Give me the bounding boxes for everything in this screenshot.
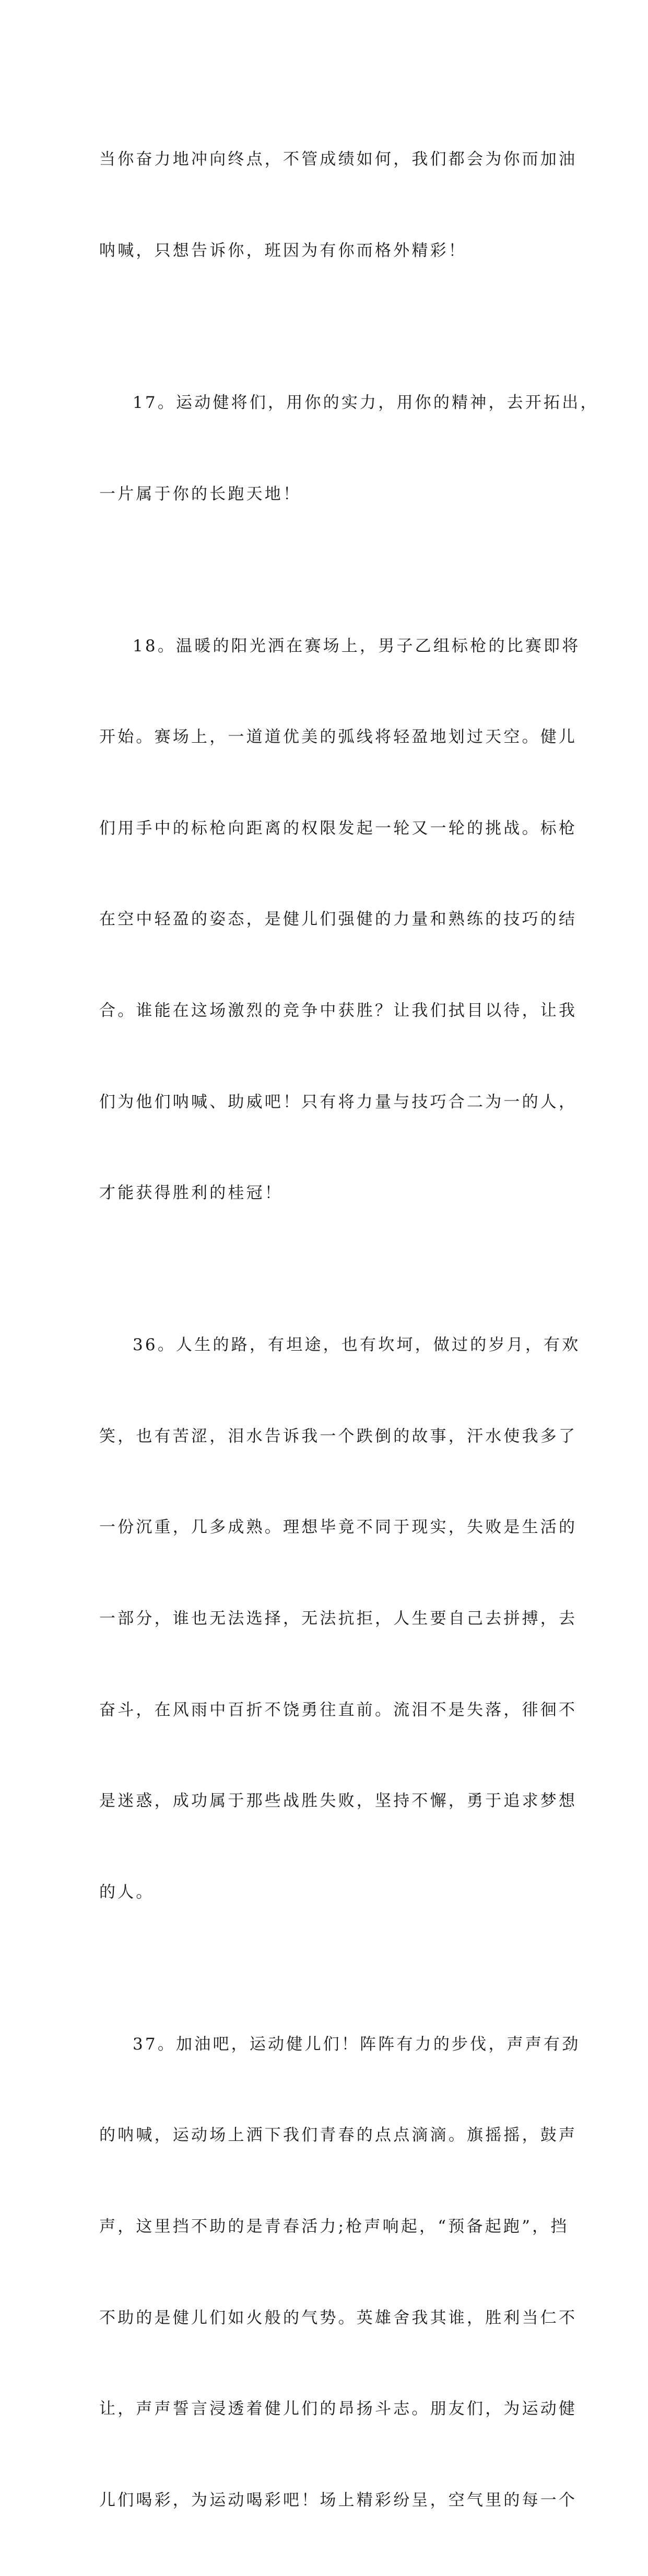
text-line: 呐喊，只想告诉你，班因为有你而格外精彩！ <box>99 241 467 260</box>
text-line: 的人。 <box>99 1882 155 1902</box>
paragraph-37 <box>99 1968 581 2576</box>
text-line: 当你奋力地冲向终点，不管成绩如何，我们都会为你而加油 <box>99 150 578 169</box>
text-line: 声，这里挡不助的是青春活力;枪声响起，“预备起跑”，挡 <box>99 2217 569 2236</box>
text-line: 在空中轻盈的姿态，是健儿们强健的力量和熟练的技巧的结 <box>99 910 578 929</box>
text-line: 奋斗，在风雨中百折不饶勇往直前。流泪不是失落，徘徊不 <box>99 1700 578 1719</box>
text-line: 的呐喊，运动场上洒下我们青春的点点滴滴。旗摇摇，鼓声 <box>99 2126 578 2145</box>
text-line: 们为他们呐喊、助威吧！只有将力量与技巧合二为一的人， <box>99 1092 578 1111</box>
paragraph-17 <box>99 327 599 570</box>
paragraph-18 <box>99 570 581 1269</box>
text-line: 一部分，谁也无法选择，无法抗拒，人生要自己去拼搏，去 <box>99 1609 578 1628</box>
text-line: 儿们喝彩，为运动喝彩吧！场上精彩纷呈，空气里的每一个 <box>99 2490 578 2510</box>
text-line: 开始。赛场上，一道道优美的弧线将轻盈地划过天空。健儿 <box>99 728 578 747</box>
text-line: 才能获得胜利的桂冠！ <box>99 1184 283 1203</box>
text-line: 不助的是健儿们如火般的气势。英雄舍我其谁，胜利当仁不 <box>99 2308 578 2327</box>
text-line: 让，声声誓言浸透着健儿们的昂扬斗志。朋友们，为运动健 <box>99 2399 578 2419</box>
text-line: 一片属于你的长跑天地！ <box>99 484 302 504</box>
text-line: 合。谁能在这场激烈的竞争中获胜？让我们拭目以待，让我 <box>99 1001 578 1020</box>
document-body <box>99 84 599 2576</box>
text-line: 17。运动健将们，用你的实力，用你的精神，去开拓出， <box>133 393 599 412</box>
text-line: 一份沉重，几多成熟。理想毕竟不同于现实，失败是生活的 <box>99 1518 578 1537</box>
text-line: 是迷惑，成功属于那些战胜失败，坚持不懈，勇于追求梦想 <box>99 1792 578 1811</box>
text-line: 36。人生的路，有坦途，也有坎坷，做过的岁月，有欢 <box>133 1336 581 1355</box>
text-line: 们用手中的标枪向距离的权限发起一轮又一轮的挑战。标枪 <box>99 818 578 838</box>
text-line: 笑，也有苦涩，泪水告诉我一个跌倒的故事，汗水使我多了 <box>99 1426 578 1446</box>
paragraph-36 <box>99 1269 581 1969</box>
text-line: 37。加油吧，运动健儿们！阵阵有力的步伐，声声有劲 <box>133 2034 581 2054</box>
paragraph-continuation <box>99 84 578 327</box>
text-line: 18。温暖的阳光洒在赛场上，男子乙组标枪的比赛即将 <box>133 636 581 655</box>
